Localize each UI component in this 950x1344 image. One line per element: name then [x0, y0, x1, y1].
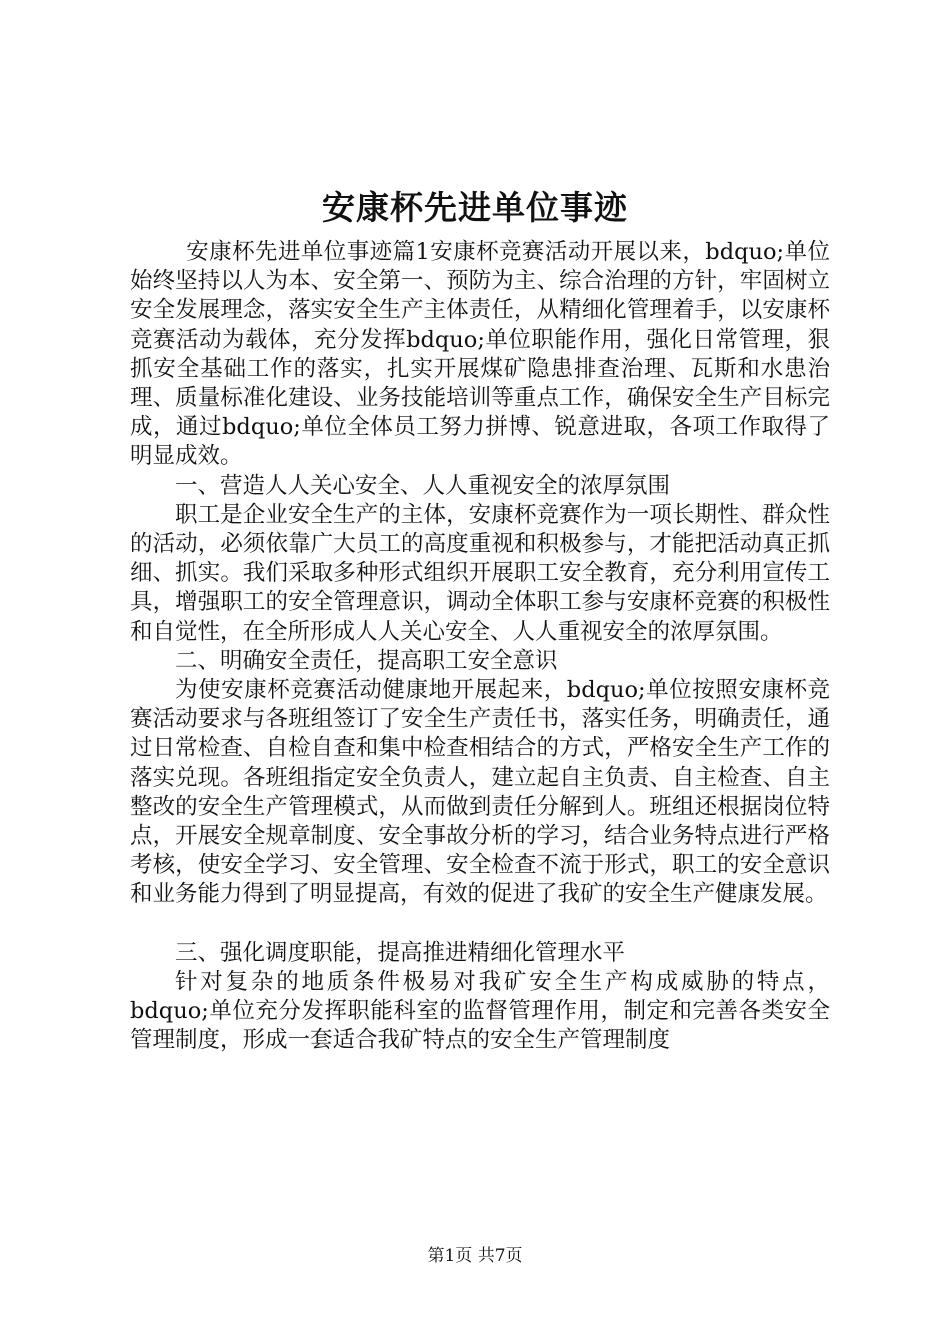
section-heading-1: 一、营造人人关心安全、人人重视安全的浓厚氛围	[175, 472, 671, 499]
paragraph-intro: 安康杯先进单位事迹篇1安康杯竞赛活动开展以来，bdquo;单位始终坚持以人为本、安全第一、预防为主、综合治理的方针，牢固树立安全发展理念，落实安全生产主体责任，从精细化管理着手，以安康杯竞赛活动为载体，充分发挥bdquo;单位职能作用，强化日常管理，狠抓安全基础工作的落实，扎实开展煤矿隐患排查治理、瓦斯和水患治理、质量标准化建设、业务技能培训等重点工作，确保安全生产目标完成，通过bdquo;单位全体员工努力拼博、锐意进取，各项工作取得了明显成效。	[130, 239, 830, 470]
document-title: 安康杯先进单位事迹	[322, 188, 628, 227]
page-number-footer: 第1页 共7页	[427, 1246, 523, 1266]
document-body	[130, 238, 830, 1055]
paragraph-spacer	[130, 910, 830, 939]
paragraph-section-2: 为使安康杯竞赛活动健康地开展起来，bdquo;单位按照安康杯竞赛活动要求与各班组签订了安全生产责任书，落实任务，明确责任，通过日常检查、自检自查和集中检查相结合的方式，严格安全生产工作的落实兑现。各班组指定安全负责人，建立起自主负责、自主检查、自主整改的安全生产管理模式，从而做到责任分解到人。班组还根据岗位特点，开展安全规章制度、安全事故分析的学习，结合业务特点进行严格考核，使安全学习、安全管理、安全检查不流于形式，职工的安全意识和业务能力得到了明显提高，有效的促进了我矿的安全生产健康发展。	[130, 677, 830, 908]
paragraph-section-1: 职工是企业安全生产的主体，安康杯竞赛作为一项长期性、群众性的活动，必须依靠广大员工的高度重视和积极参与，才能把活动真正抓细、抓实。我们采取多种形式组织开展职工安全教育，充分利用宣传工具，增强职工的安全管理意识，调动全体职工参与安康杯竞赛的积极性和自觉性，在全所形成人人关心安全、人人重视安全的浓厚氛围。	[130, 501, 830, 645]
section-heading-2: 二、明确安全责任，提高职工安全意识	[175, 647, 558, 674]
section-heading-3: 三、强化调度职能，提高推进精细化管理水平	[175, 939, 626, 966]
paragraph-section-3: 针对复杂的地质条件极易对我矿安全生产构成威胁的特点，bdquo;单位充分发挥职能科室的监督管理作用，制定和完善各类安全管理制度，形成一套适合我矿特点的安全生产管理制度	[130, 968, 830, 1054]
